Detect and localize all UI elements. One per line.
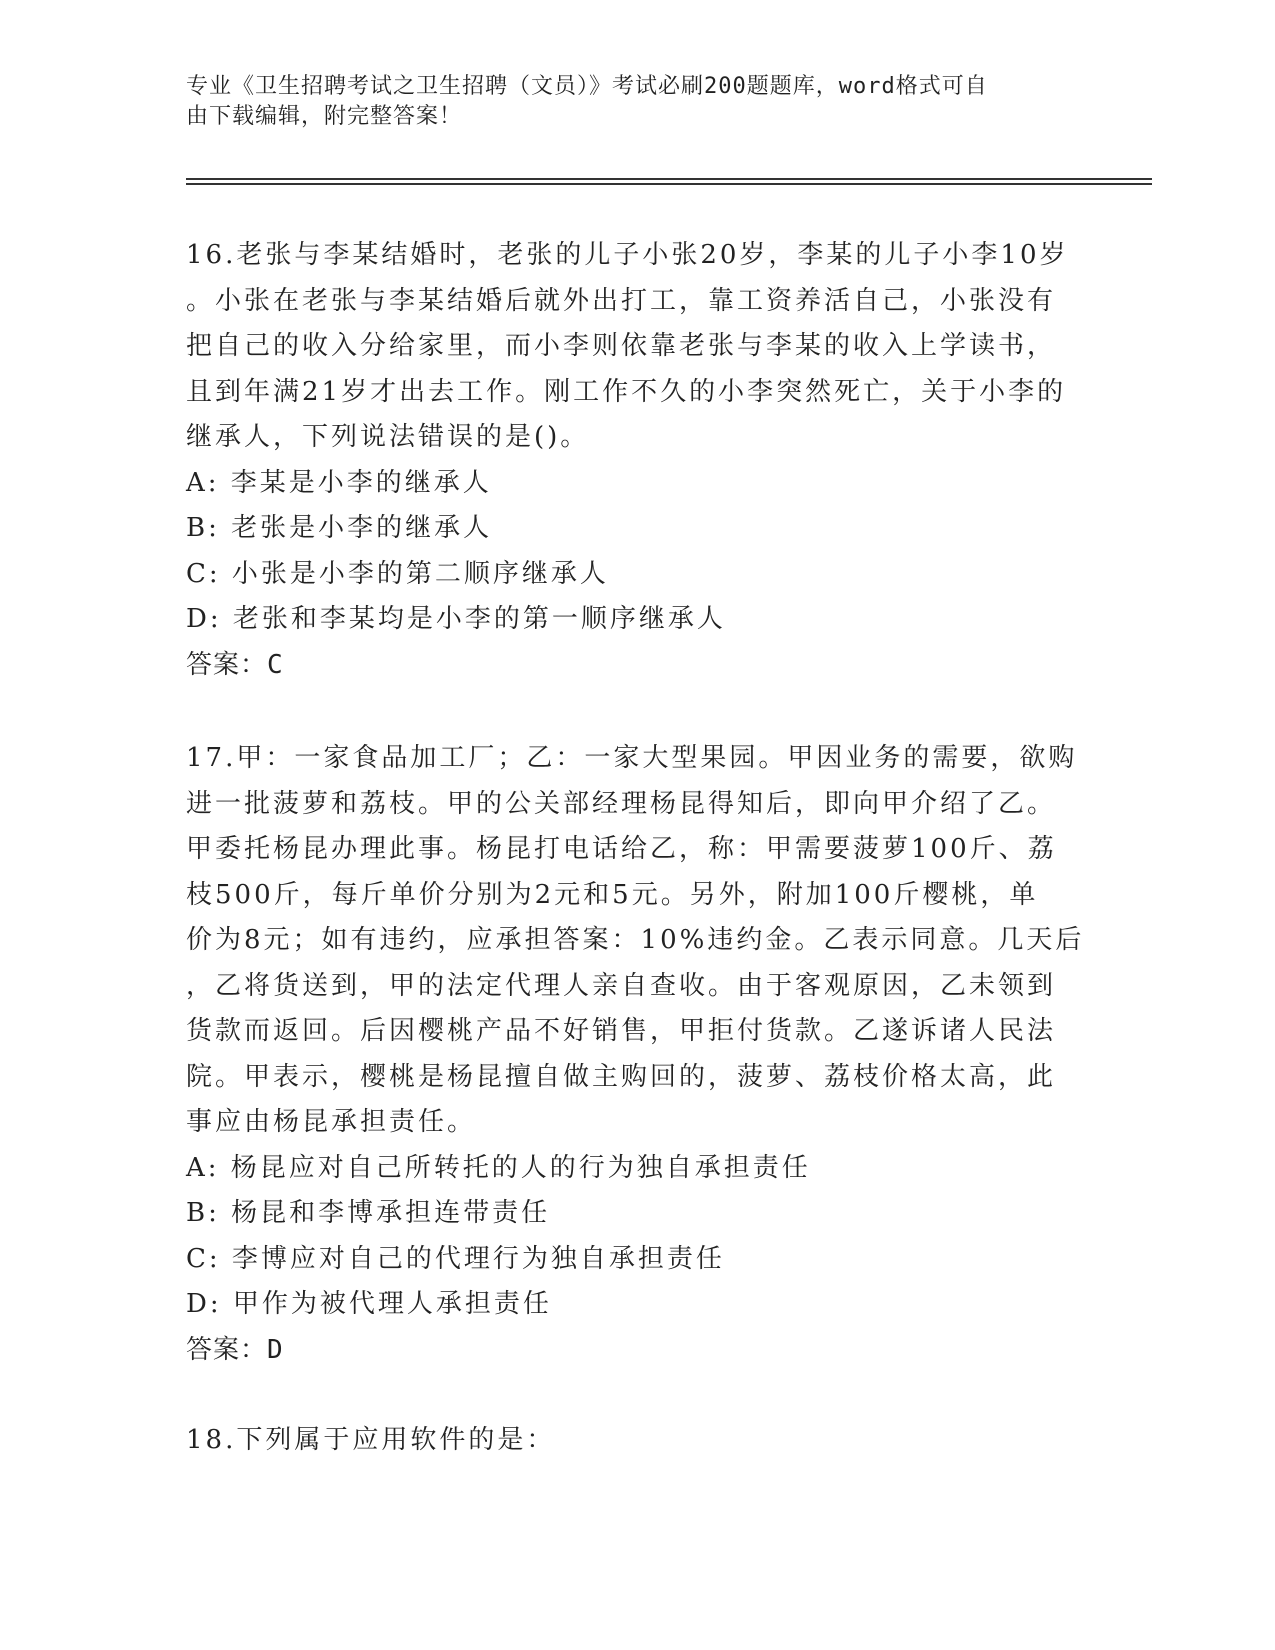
question-text <box>186 1418 1086 1464</box>
option-d: D: 甲作为被代理人承担责任 <box>186 1289 552 1319</box>
question-17 <box>186 736 1086 1373</box>
question-line: 18.下列属于应用软件的是： <box>186 1425 556 1455</box>
question-line: 事应由杨昆承担责任。 <box>186 1107 477 1137</box>
question-line: 17.甲：一家食品加工厂；乙：一家大型果园。甲因业务的需要，欲购 <box>186 743 1078 773</box>
option-b: B: 杨昆和李博承担连带责任 <box>186 1198 551 1228</box>
header-divider <box>186 178 1152 180</box>
question-line: 货款而返回。后因樱桃产品不好销售，甲拒付货款。乙遂诉诸人民法 <box>186 1016 1057 1046</box>
answer: 答案：C <box>186 649 284 680</box>
header-line: 由下载编辑，附完整答案！ <box>186 104 463 129</box>
question-line: 把自己的收入分给家里，而小李则依靠老张与李某的收入上学读书， <box>186 331 1057 361</box>
question-line: 价为8元；如有违约，应承担答案：10%违约金。乙表示同意。几天后 <box>186 925 1085 955</box>
question-line: ，乙将货送到，甲的法定代理人亲自查收。由于客观原因，乙未领到 <box>186 970 1057 1001</box>
question-line: 进一批菠萝和荔枝。甲的公关部经理杨昆得知后，即向甲介绍了乙。 <box>186 788 1057 819</box>
option-d: D: 老张和李某均是小李的第一顺序继承人 <box>186 604 726 634</box>
option-c: C: 小张是小李的第二顺序继承人 <box>186 558 609 589</box>
document-header <box>186 72 1066 132</box>
header-line: 专业《卫生招聘考试之卫生招聘（文员）》考试必刷200题题库，word格式可自 <box>186 74 988 99</box>
question-line: 甲委托杨昆办理此事。杨昆打电话给乙，称：甲需要菠萝100斤、荔 <box>186 834 1057 864</box>
option-c: C: 李博应对自己的代理行为独自承担责任 <box>186 1243 725 1274</box>
header-divider <box>186 183 1152 185</box>
question-line: 。小张在老张与李某结婚后就外出打工，靠工资养活自己，小张没有 <box>186 285 1057 316</box>
option-a: A: 杨昆应对自己所转托的人的行为独自承担责任 <box>186 1152 811 1183</box>
question-line: 且到年满21岁才出去工作。刚工作不久的小李突然死亡，关于小李的 <box>186 376 1067 407</box>
question-text <box>186 233 1086 461</box>
question-18 <box>186 1418 1086 1464</box>
question-line: 枝500斤，每斤单价分别为2元和5元。另外，附加100斤樱桃，单 <box>186 879 1039 910</box>
option-a: A: 李某是小李的继承人 <box>186 467 492 498</box>
question-text <box>186 736 1086 1146</box>
question-line: 院。甲表示，樱桃是杨昆擅自做主购回的，菠萝、荔枝价格太高，此 <box>186 1061 1057 1092</box>
question-16 <box>186 233 1086 688</box>
question-line: 继承人，下列说法错误的是()。 <box>186 422 590 452</box>
option-b: B: 老张是小李的继承人 <box>186 513 493 543</box>
question-line: 16.老张与李某结婚时，老张的儿子小张20岁，李某的儿子小李10岁 <box>186 240 1069 270</box>
answer: 答案：D <box>186 1334 284 1365</box>
